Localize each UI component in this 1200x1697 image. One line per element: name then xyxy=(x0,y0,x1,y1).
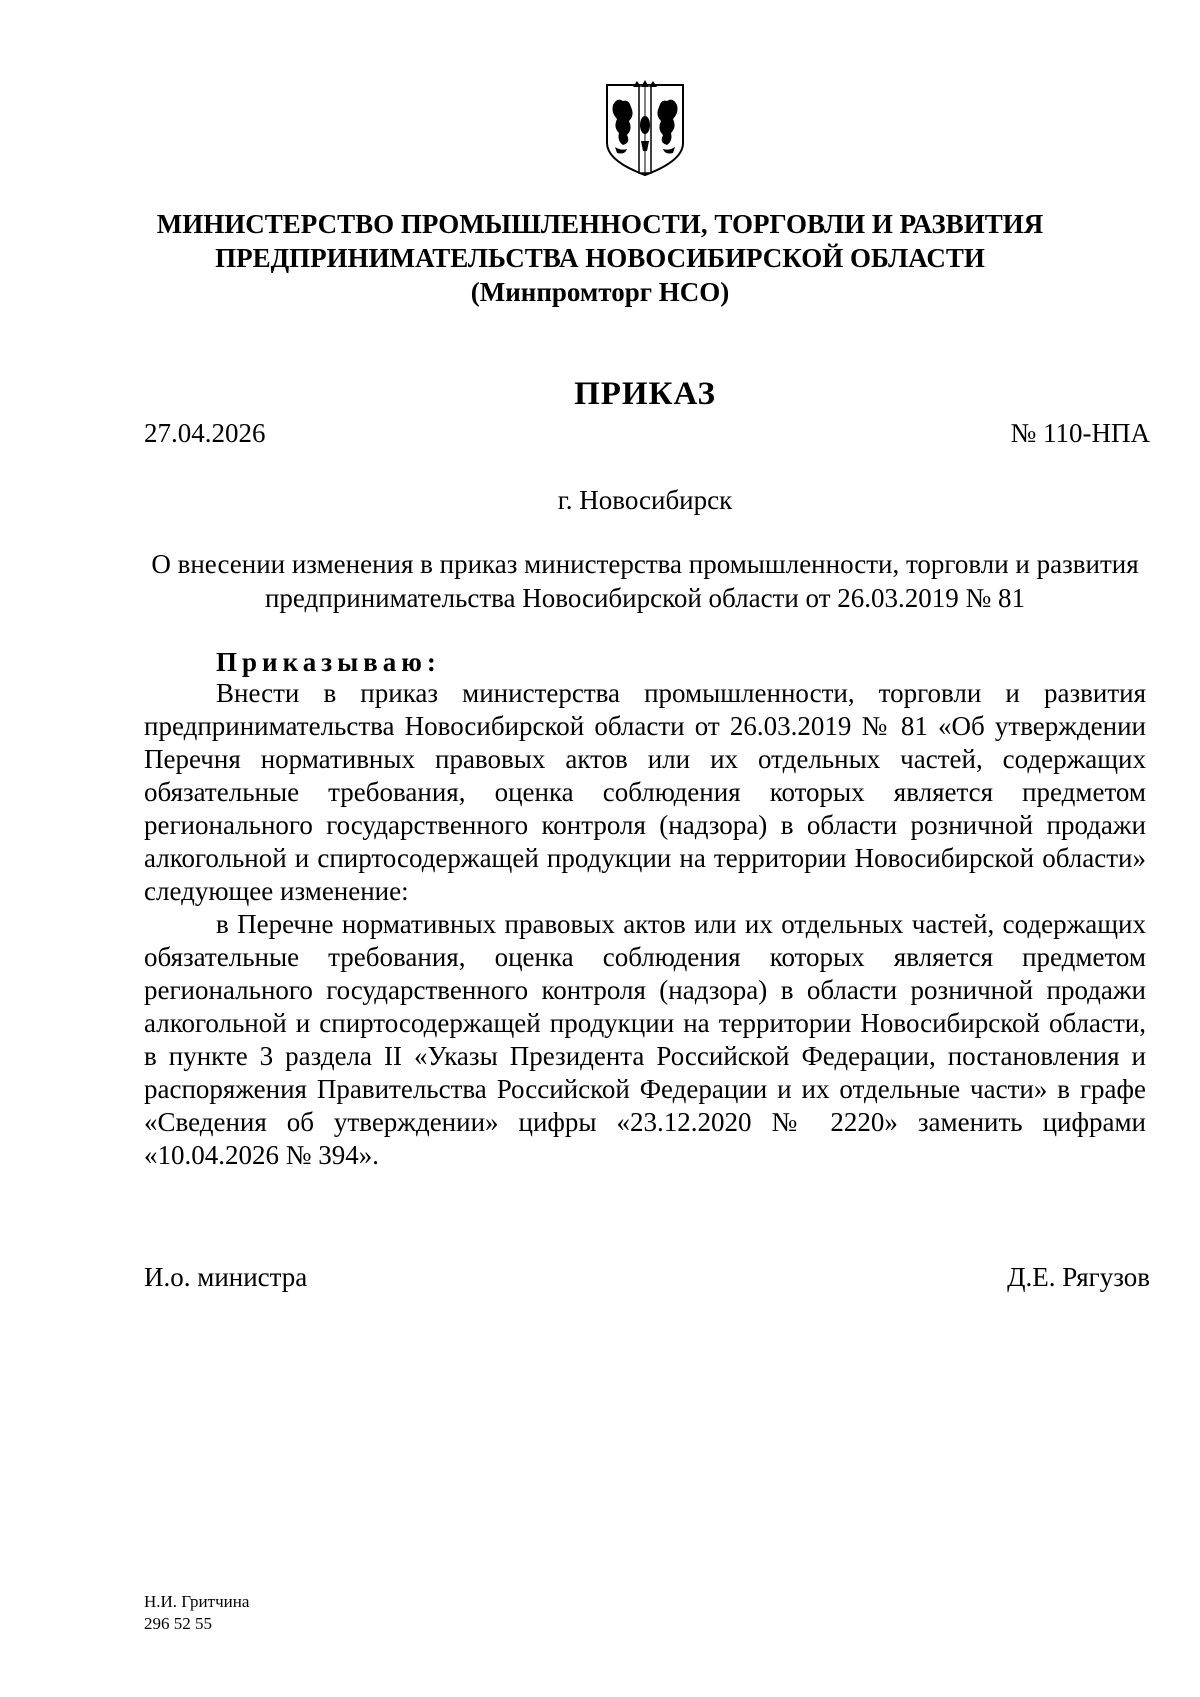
document-body xyxy=(144,677,1146,1172)
coat-of-arms-icon xyxy=(603,79,687,179)
document-subject: О внесении изменения в приказ министерства промышленности, торговли и развития предпринимательства Новосибирской области от 26.03.2019 № 81 xyxy=(151,549,1139,613)
document-number: № 110-НПА xyxy=(1010,418,1150,448)
signatory-name: Д.Е. Рягузов xyxy=(1007,1262,1150,1292)
executor-phone: 296 52 55 xyxy=(144,1614,212,1633)
organization-name-line1: МИНИСТЕРСТВО ПРОМЫШЛЕННОСТИ, ТОРГОВЛИ И РАЗВИТИЯ xyxy=(156,209,1044,239)
organization-name-line2: ПРЕДПРИНИМАТЕЛЬСТВА НОВОСИБИРСКОЙ ОБЛАСТИ xyxy=(215,243,985,273)
organization-header xyxy=(120,207,1080,309)
executor-name: Н.И. Гритчина xyxy=(144,1592,250,1611)
organization-short-name: (Минпромторг НСО) xyxy=(470,277,730,307)
order-word: Приказываю: xyxy=(216,647,441,677)
document-city: г. Новосибирск xyxy=(557,485,733,515)
document-type-title: ПРИКАЗ xyxy=(574,376,716,412)
signatory-position: И.о. министра xyxy=(144,1262,308,1292)
executor-info xyxy=(144,1591,249,1635)
document-date: 27.04.2026 xyxy=(144,418,266,448)
body-paragraph: Внести в приказ министерства промышленности, торговли и развития предпринимательства Новосибирской области от 26.03.2019 № 81 «Об утверждении Перечня нормативных правовых актов или их отдельных частей, содержащих обязательные требования, оценка соблюдения которых является предметом регионального государственного контроля (надзора) в области розничной продажи алкогольной и спиртосодержащей продукции на территории Новосибирской области» следующее изменение: xyxy=(144,678,1146,906)
body-paragraph: в Перечне нормативных правовых актов или их отдельных частей, содержащих обязательные требования, оценка соблюдения которых является предметом регионального государственного контроля (надзора) в области розничной продажи алкогольной и спиртосодержащей продукции на территории Новосибирской области, в пункте 3 раздела II «Указы Президента Российской Федерации, постановления и распоряжения Правительства Российской Федерации и их отдельные части» в графе «Сведения об утверждении» цифры «23.12.2020 № 2220» заменить цифрами «10.04.2026 № 394». xyxy=(144,909,1146,1170)
